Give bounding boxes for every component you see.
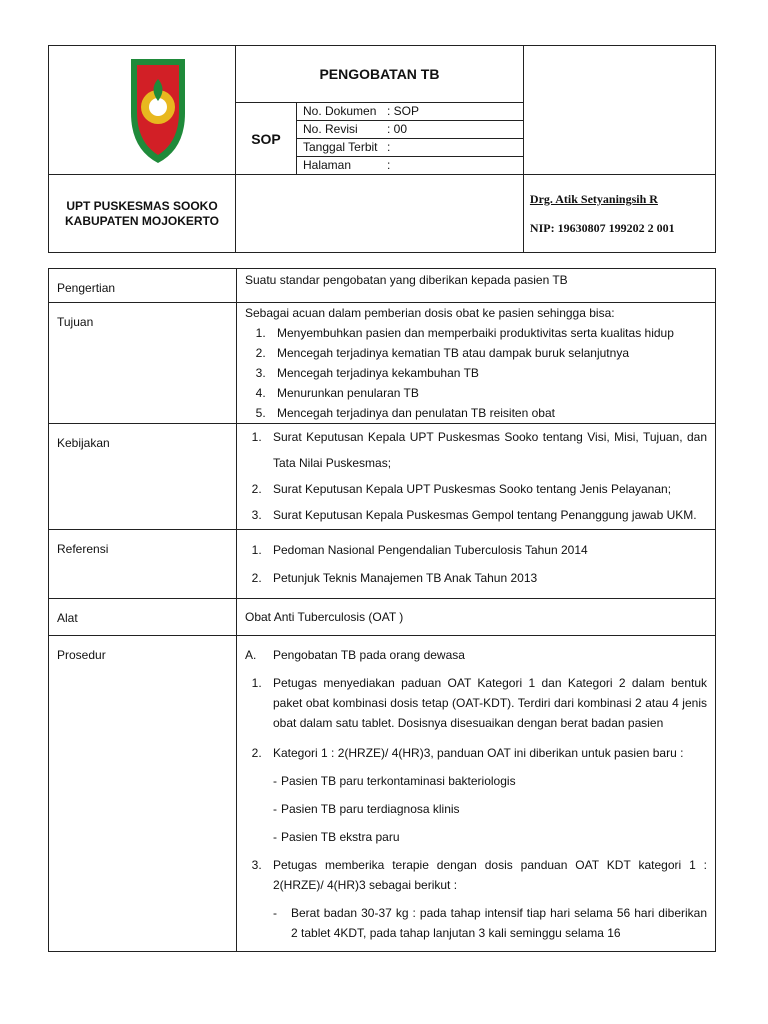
content-kebijakan — [237, 424, 716, 530]
content-pengertian: Suatu standar pengobatan yang diberikan kepada pasien TB — [237, 269, 716, 303]
puskesmas-logo-icon — [49, 49, 235, 169]
row-pengertian — [49, 269, 716, 303]
title-block — [236, 46, 524, 175]
meta-row: No. Revisi : 00 — [297, 121, 523, 139]
label-alat: Alat — [49, 599, 237, 636]
list-item: 3. Petugas memberika terapie dengan dosis panduan OAT KDT kategori 1 : 2(HRZE)/ 4(HR)3 sebagai berikut : - Berat badan 30-37 kg : pada tahap intensif tiap hari selama 56 hari diberikan 2 tablet 4KDT, pada tahap lanjutan 3 kali seminggu selama 16 — [265, 855, 707, 943]
empty-cell — [523, 46, 715, 175]
sop-header — [48, 45, 716, 253]
meta-row: No. Dokumen : SOP — [297, 103, 523, 121]
organization-name: UPT PUSKESMAS SOOKO KABUPATEN MOJOKERTO — [49, 175, 236, 253]
prosedur-steps — [245, 673, 707, 943]
list-item: 2. Mencegah terjadinya kematian TB atau dampak buruk selanjutnya — [269, 343, 707, 363]
list-item: - Pasien TB ekstra paru — [273, 827, 707, 847]
signatory — [523, 175, 715, 253]
row-kebijakan — [49, 424, 716, 530]
list-item: 2. Kategori 1 : 2(HRZE)/ 4(HR)3, panduan OAT ini diberikan untuk pasien baru : - Pasien TB paru terkontaminasi bakteriologis - Pasien TB paru terdiagnosa klinis - Pasien TB ekstra paru — [265, 743, 707, 847]
list-item: 4. Menurunkan penularan TB — [269, 383, 707, 403]
label-prosedur: Prosedur — [49, 636, 237, 952]
list-item: 2. Surat Keputusan Kepala UPT Puskesmas Sooko tentang Jenis Pelayanan; — [265, 476, 707, 502]
prosedur-heading: A. Pengobatan TB pada orang dewasa — [245, 648, 465, 662]
row-referensi — [49, 530, 716, 599]
referensi-list — [245, 536, 707, 592]
document-title: PENGOBATAN TB — [319, 66, 440, 82]
list-item: - Pasien TB paru terkontaminasi bakteriologis — [273, 771, 707, 791]
row-prosedur — [49, 636, 716, 952]
empty-cell — [236, 175, 524, 253]
list-item: 1. Surat Keputusan Kepala UPT Puskesmas Sooko tentang Visi, Misi, Tujuan, dan Tata Nilai Puskesmas; — [265, 424, 707, 476]
document-meta — [297, 103, 523, 174]
signatory-nip: NIP: 19630807 199202 2 001 — [529, 220, 675, 235]
content-referensi — [237, 530, 716, 599]
list-item: 3. Surat Keputusan Kepala Puskesmas Gempol tentang Penanggung jawab UKM. — [265, 502, 707, 528]
list-item: 1. Petugas menyediakan paduan OAT Kategori 1 dan Kategori 2 dalam bentuk paket obat kombinasi dosis tetap (OAT-KDT). Terdiri dari kombinasi 2 atau 4 jenis obat dalam satu tablet. Dosisnya disesuaikan dengan berat badan pasien — [265, 673, 707, 733]
list-item: 3. Mencegah terjadinya kekambuhan TB — [269, 363, 707, 383]
content-alat: Obat Anti Tuberculosis (OAT ) — [237, 599, 716, 636]
list-item: 1. Pedoman Nasional Pengendalian Tuberculosis Tahun 2014 — [265, 536, 707, 564]
tujuan-list — [245, 323, 707, 423]
label-referensi: Referensi — [49, 530, 237, 599]
sop-content — [48, 268, 716, 952]
list-item: 2. Petunjuk Teknis Manajemen TB Anak Tahun 2013 — [265, 564, 707, 592]
sop-label: SOP — [236, 103, 297, 174]
tujuan-intro: Sebagai acuan dalam pemberian dosis obat ke pasien sehingga bisa: — [245, 306, 615, 320]
list-item: - Pasien TB paru terdiagnosa klinis — [273, 799, 707, 819]
list-item: 5. Mencegah terjadinya dan penulatan TB reisiten obat — [269, 403, 707, 423]
list-item: - Berat badan 30-37 kg : pada tahap intensif tiap hari selama 56 hari diberikan 2 tablet 4KDT, pada tahap lanjutan 3 kali seminggu selama 16 — [273, 903, 707, 943]
row-tujuan — [49, 303, 716, 424]
logo-cell — [49, 46, 236, 175]
meta-row: Tanggal Terbit : — [297, 139, 523, 157]
label-tujuan: Tujuan — [49, 303, 237, 424]
label-pengertian: Pengertian — [49, 269, 237, 303]
list-item: 1. Menyembuhkan pasien dan memperbaiki produktivitas serta kualitas hidup — [269, 323, 707, 343]
row-alat — [49, 599, 716, 636]
label-kebijakan: Kebijakan — [49, 424, 237, 530]
signatory-name: Drg. Atik Setyaningsih R — [529, 191, 658, 206]
content-tujuan — [237, 303, 716, 424]
meta-row: Halaman : — [303, 158, 391, 172]
kebijakan-list — [245, 424, 707, 528]
content-prosedur — [237, 636, 716, 952]
dosage-list — [273, 903, 707, 943]
category-list — [273, 771, 707, 847]
